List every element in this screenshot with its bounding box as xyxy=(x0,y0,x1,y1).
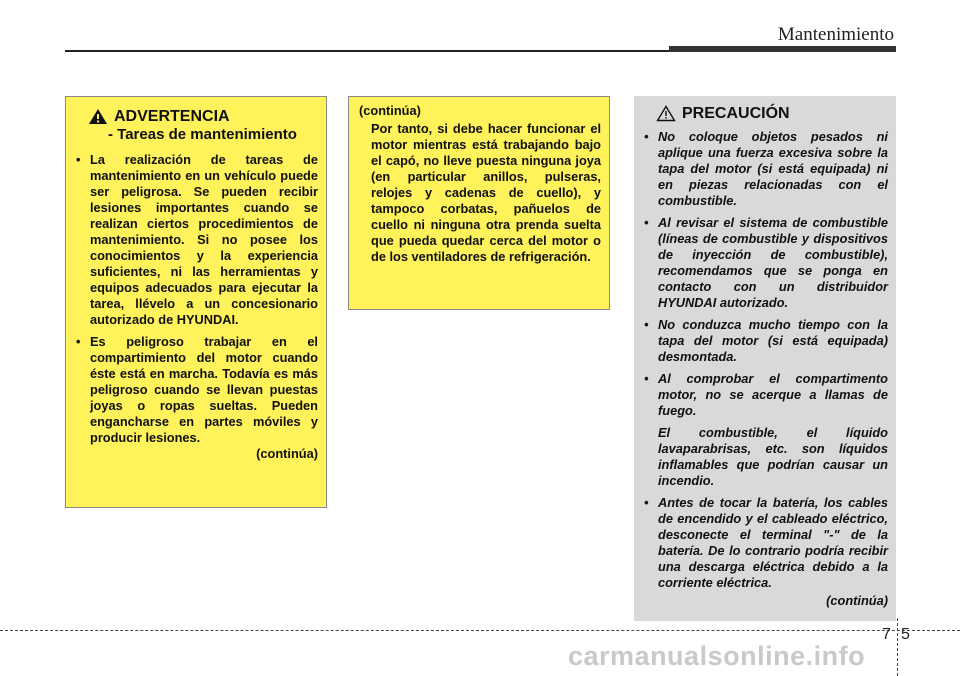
caution-heading xyxy=(642,104,888,123)
caution-list xyxy=(642,129,888,419)
list-item: • La realización de tareas de mantenimiento en un vehículo puede ser peligrosa. Se pueden recibir lesiones importantes cuando se realizan ciertos procedimientos de mantenimiento. Si no posee los conocimientos y la experiencia suficientes, ni las herramientas y equipos adecuados para ejecutar la tarea, llévelo a un concesionario autorizado de HYUNDAI. xyxy=(74,152,318,328)
header-rule xyxy=(65,50,669,52)
caution-box xyxy=(634,96,896,621)
caution-title: PRECAUCIÓN xyxy=(682,105,790,122)
continued-box xyxy=(348,96,610,310)
warning-title: ADVERTENCIA xyxy=(114,108,230,125)
list-item: • Al revisar el sistema de combustible (líneas de combustible y dispositivos de inyección de combustible), recomendamos que se ponga en contacto con un distribuidor HYUNDAI autorizado. xyxy=(642,215,888,311)
continues-label: (continúa) xyxy=(256,446,318,461)
page-header-title: Mantenimiento xyxy=(777,24,894,45)
warning-triangle-icon xyxy=(88,108,108,125)
list-item: • No coloque objetos pesados ni aplique una fuerza excesiva sobre la tapa del motor (si está equipada) ni en piezas relacionadas con el combustible. xyxy=(642,129,888,209)
list-item: • Antes de tocar la batería, los cables de encendido y el cableado eléctrico, desconecte el terminal "-" de la batería. De lo contrario podría recibir una descarga eléctrica debido a la corriente eléctrica. xyxy=(642,495,888,591)
list-item: • Es peligroso trabajar en el compartimiento del motor cuando éste está en marcha. Todavía es más peligroso cuando se llevan puestas joyas o ropas sueltas. Pueden engancharse en partes móviles y producir lesiones. xyxy=(74,334,318,446)
warning-list xyxy=(74,152,318,446)
header-bar xyxy=(669,46,896,52)
list-item: • Al comprobar el compartimento motor, no se acerque a llamas de fuego. xyxy=(642,371,888,419)
list-item: • No conduzca mucho tiempo con la tapa del motor (si está equipada) desmontada. xyxy=(642,317,888,365)
caution-paragraph: El combustible, el líquido lavaparabrisas, etc. son líquidos inflamables que podrían causar un incendio. xyxy=(658,425,888,488)
continued-text: Por tanto, si debe hacer funcionar el motor mientras está trabajando bajo el capó, no lleve puesta ninguna joya (en particular anillos, pulseras, relojes y cadenas de cuello), y tampoco corbatas, pañuelos de cuello ni ninguna otra prenda suelta que pueda quedar cerca del motor o de los ventiladores de refrigeración. xyxy=(371,121,601,264)
page-number: 5 xyxy=(901,626,910,643)
chapter-number: 7 xyxy=(882,626,891,643)
caution-list-continued xyxy=(642,495,888,591)
caution-triangle-icon xyxy=(656,105,676,122)
warning-box xyxy=(65,96,327,508)
warning-subtitle: - Tareas de mantenimiento xyxy=(108,126,297,143)
watermark: carmanualsonline.info xyxy=(568,641,866,671)
continues-label: (continúa) xyxy=(826,593,888,608)
footer-dashed-rule xyxy=(0,630,960,631)
continued-label: (continúa) xyxy=(359,103,421,118)
footer-dashed-divider xyxy=(897,618,898,676)
warning-heading xyxy=(74,107,318,126)
